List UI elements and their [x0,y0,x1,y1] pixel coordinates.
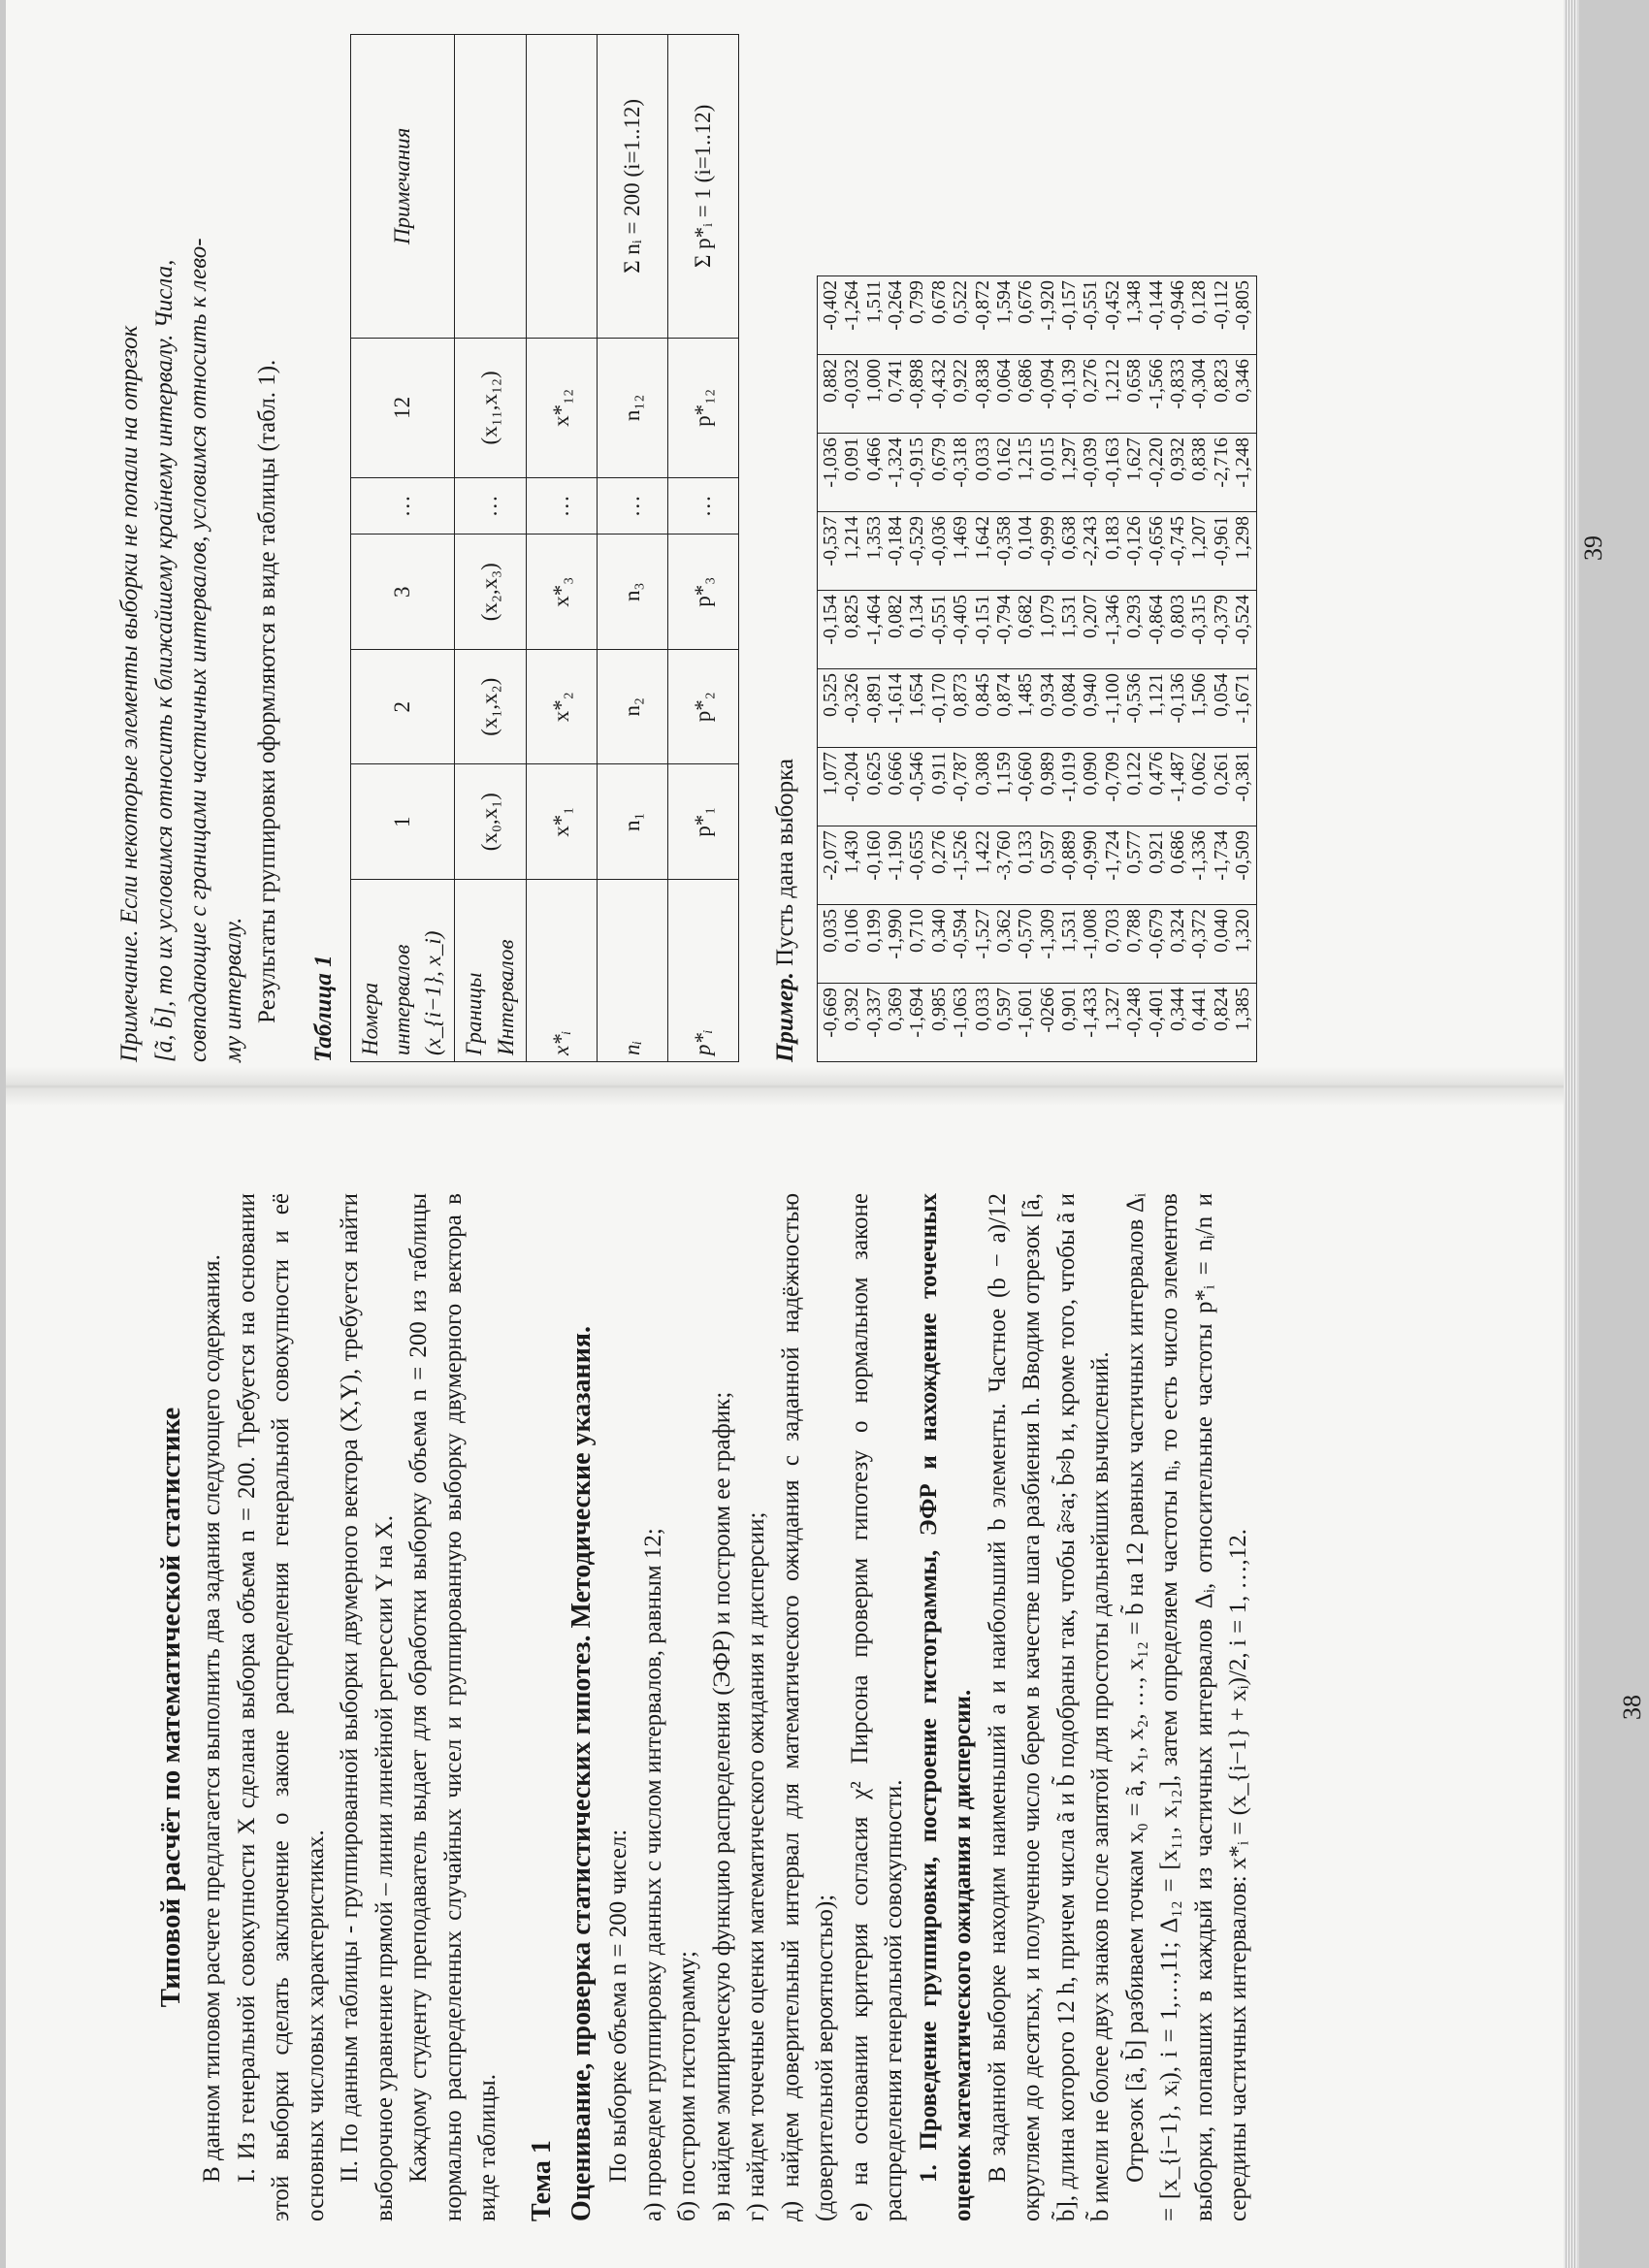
sample-column: -1,036 0,091 0,466 -1,324 -0,915 0,679 -0,318 0,033 0,162 1,215 0,015 1,297 -0,039 -0,163 1,627 -0,220 0,932 0,838 -2,716 -1,248 [817,434,1256,512]
note-line-3: совпадающие с границами частичных интервалов, условимся относить к лево- [185,238,211,1062]
table-cell [454,35,526,339]
example-label: Пример. [772,972,799,1062]
table-cell: p*₁ [668,764,739,880]
table-row [598,35,668,1062]
table-title: Таблица 1 [309,955,337,1062]
table-cell: Σ nᵢ = 200 (i=1..12) [598,35,668,339]
book-spine [6,1067,1568,1106]
table-cell: Примечания [351,35,455,339]
table-cell: x*₃ [527,535,598,650]
table-cell: … [351,478,455,535]
step-item: а) проведем группировку данных с числом интервалов, равным 12; [639,1528,666,2221]
table-cell: n₁ [598,764,668,880]
page-39 [113,34,1608,1062]
table-cell: nᵢ [598,880,668,1062]
page-edge [1564,0,1577,2268]
table-row [527,35,598,1062]
theme-heading: Тема 1 [526,2140,557,2221]
sample-column: -0,669 0,392 -0,337 0,369 -1,694 0,985 -1,063 0,033 0,597 -1,601 -0266 0,901 -1,433 1,327 -0,248 -0,401 0,344 0,441 0,824 1,385 [817,984,1256,1062]
table-cell: … [454,478,526,535]
intro-paragraph: В данном типовом расчете предлагается выполнить два задания следующего содержания. [199,1254,226,2183]
step-item: г) найдем точечные оценки математического ожидания и дисперсии; [743,1511,770,2221]
table-cell: p*₃ [668,535,739,650]
example-line [768,34,803,1062]
step-item: в) найдем эмпирическую функцию распределения (ЭФР) и построим ее график; [708,1391,735,2221]
table-row [668,35,739,1062]
sample-column: 0,035 0,106 0,199 -1,990 0,710 0,340 -0,594 -1,527 0,362 -0,570 -1,309 1,531 -1,008 0,703 0,788 -0,679 0,324 -0,372 0,040 1,320 [817,905,1256,984]
table-cell: (x₁₁,x₁₂) [454,338,526,478]
step-item: б) построим гистограмму; [674,1950,701,2221]
table-cell: p*₂ [668,649,739,764]
table-row [454,35,526,1062]
table-cell: n₃ [598,535,668,650]
method-paragraph-2: Отрезок [ã, b̃] разбиваем точкам x₀ = ã, x₁, x₂, …, x₁₂ = b̃ на 12 равных частичных интервалов Δᵢ = [x_{i−1}, xᵢ), i = 1,…,11; Δ₁₂ = [x₁₁, x₁₂], затем определяем частоты nᵢ, то есть число элементов выборки, попавших в каждый из частичных интервалов Δᵢ, относительные частоты p*ᵢ = nᵢ/n и середины частичных интервалов: x*ᵢ = (x_{i−1} + xᵢ)/2, i = 1, …,12. [1121,1193,1252,2221]
sample-column: -0,402 -1,264 1,511 -0,264 0,799 0,678 0,522 -0,872 1,594 0,676 -1,920 -0,157 -0,551 -0,452 1,348 -0,144 -0,946 0,128 -0,112 -0,805 [817,276,1256,355]
page-number: 39 [1579,535,1608,561]
table-cell: x*₁ [527,764,598,880]
sample-column: -0,537 1,214 1,353 -0,184 -0,529 -0,036 1,469 1,642 -0,358 0,104 -0,999 0,638 -2,243 0,183 -0,126 -0,656 -0,745 1,207 -0,961 1,298 [817,512,1256,591]
table-cell: p*₁₂ [668,338,739,478]
table-cell: 3 [351,535,455,650]
task-3: Каждому студенту преподаватель выдает для обработки выборку объема n = 200 из таблицы нормально распределенных случайных чисел и группированную выборку двумерного вектора в виде таблицы. [405,1193,501,2221]
sample-column: 0,525 -0,326 -0,891 -1,614 1,654 -0,170 0,873 0,845 0,874 1,485 0,934 0,084 0,940 -1,100 -0,536 1,121 -0,136 1,506 0,054 -1,671 [817,669,1256,748]
table-cell: n₁₂ [598,338,668,478]
table-cell: (x₂,x₃) [454,535,526,650]
sample-column: -0,154 0,825 -1,464 0,082 0,134 -0,551 -0,405 -0,151 -0,794 0,682 1,079 1,531 0,207 -1,346 0,293 -0,864 0,803 -0,315 -0,379 -0,524 [817,591,1256,669]
step-item: д) найдем доверительный интервал для математического ожидания с заданной надёжностью (доверительной вероятностью); [777,1193,839,2221]
table-cell: p*ᵢ [668,880,739,1062]
results-line: Результаты группировки оформляются в виде таблицы (табл. 1). [254,359,280,1023]
table-row [351,35,455,1062]
theme-title: Оценивание, проверка статистических гипотез. Методические указания. [566,1326,598,2221]
sample-column: 1,077 -0,204 0,625 0,666 -0,546 0,911 -0,787 0,308 1,159 -0,660 0,989 -1,019 0,090 -0,709 0,122 0,476 -1,487 0,062 0,261 -0,381 [817,748,1256,826]
section-heading: 1. Проведение группировки, построение гистограммы, ЭФР и нахождение точечных оценок математического ожидания и дисперсии. [915,1193,977,2221]
page-38 [151,1193,1647,2221]
note-line-4: му интервалу. [219,917,246,1062]
example-text: Пусть дана выборка [772,758,799,966]
table-cell: (x₀,x₁) [454,764,526,880]
table-cell: (x₁,x₂) [454,649,526,764]
table-cell: Границы Интервалов [454,880,526,1062]
sample-column: -2,077 1,430 -0,160 -1,190 -0,655 0,276 -1,526 1,422 -3,760 0,133 0,597 -0,889 -0,990 -1,724 0,577 0,921 0,686 -1,336 -1,734 -0,509 [817,826,1256,905]
table-cell: x*₂ [527,649,598,764]
book-spread [6,0,1647,2268]
table-cell: Σ p*ᵢ = 1 (i=1..12) [668,35,739,339]
table-cell: … [598,478,668,535]
table-cell: n₂ [598,649,668,764]
table-cell: … [668,478,739,535]
table-cell: Номера интервалов (x_{i−1}, x_i) [351,880,455,1062]
table-cell: 2 [351,649,455,764]
sample-intro: По выборке объема n = 200 чисел: [605,1829,632,2183]
method-paragraph-1: В заданной выборке находим наименьший a и наибольший b элементы. Частное (b − a)/12 округляем до десятых, и полученное число берем в качестве шага разбиения h. Вводим отрезок [ã, b̃], длина которого 12 h, причем числа ã и b̃ подобраны так, чтобы ã≈a; b̃≈b и, кроме того, чтобы ã и b̃ имели не более двух знаков после запятой для простоты дальнейших вычислений. [984,1193,1115,2221]
page-number: 38 [1618,1695,1647,1720]
task-2: II. По данным таблицы - группированной выборки двумерного вектора (X,Y), требуется найти выборочное уравнение прямой – линии линейной регрессии Y на X. [337,1193,398,2221]
table-cell: 12 [351,338,455,478]
table-cell [527,35,598,339]
sample-table [817,275,1257,1062]
table-cell: 1 [351,764,455,880]
step-item: е) на основании критерия согласия χ² Пирсона проверим гипотезу о нормальном законе распределения генеральной совокупности. [846,1193,908,2221]
grouping-table [350,34,739,1062]
note-line-2: [ã, b̃], то их условимся относить к ближайшему крайнему интервалу. Числа, [150,259,178,1062]
note-line-1: Примечание. Если некоторые элементы выборки не попали на отрезок [116,325,143,1062]
sample-column: 0,882 -0,032 1,000 0,741 -0,898 -0,432 0,922 -0,838 0,064 0,686 -0,094 -0,139 0,276 1,212 0,658 -1,566 -0,833 -0,304 0,823 0,346 [817,355,1256,434]
table-row [817,276,1256,1062]
task-1: I. Из генеральной совокупности X сделана выборка объема n = 200. Требуется на основании этой выборки сделать заключение о законе распределения генеральной совокупности и её основных числовых характеристиках. [233,1193,329,2221]
page-title: Типовой расчёт по математической статистике [155,1407,186,2008]
table-cell: … [527,478,598,535]
table-cell: x*₁₂ [527,338,598,478]
table-cell: x*ᵢ [527,880,598,1062]
